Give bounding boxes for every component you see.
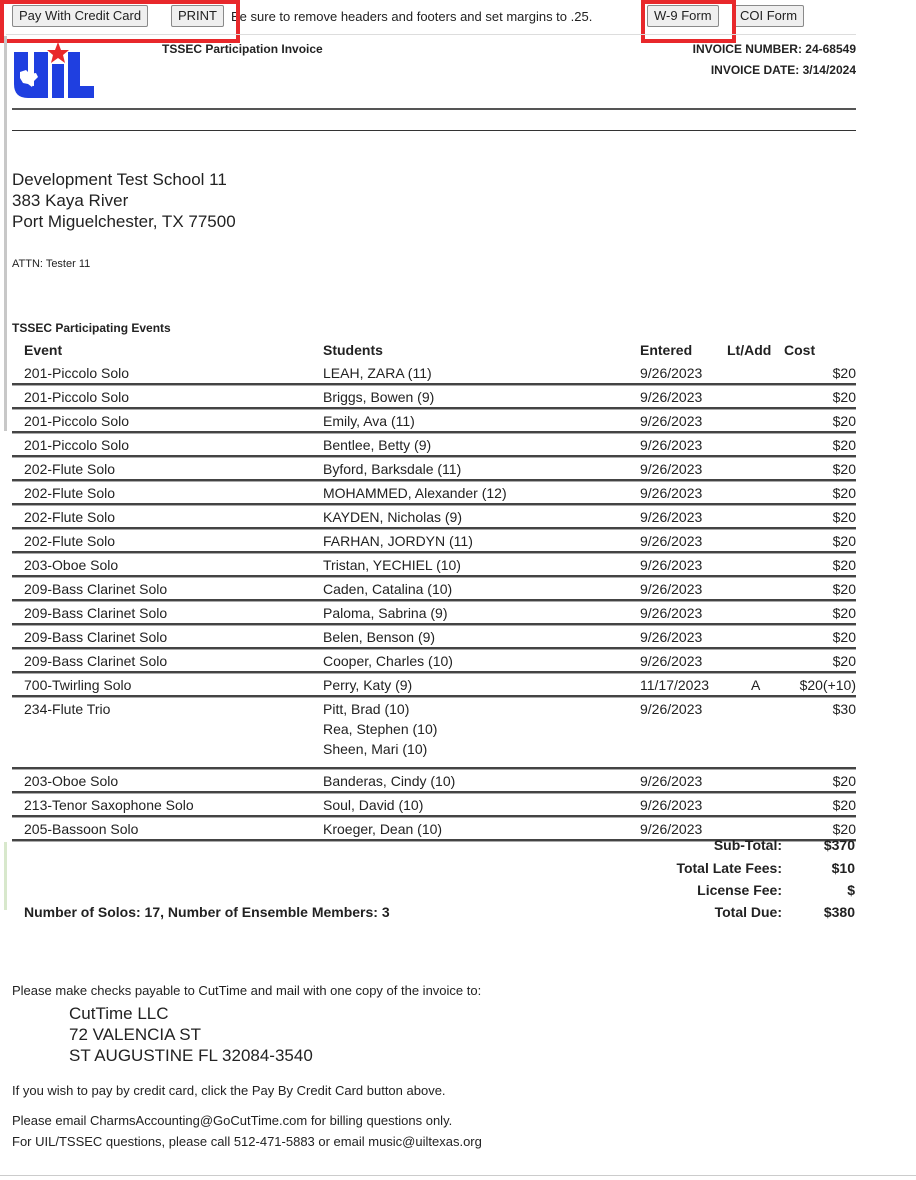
row-divider: [12, 575, 856, 578]
event-cell: 209-Bass Clarinet Solo: [24, 605, 168, 621]
col-entered: Entered: [640, 342, 693, 358]
table-row: [12, 629, 856, 653]
student-cell: Bentlee, Betty (9): [323, 437, 432, 453]
table-row: [12, 533, 856, 557]
print-note-text: Be sure to remove headers and footers and set margins to .25.: [231, 9, 593, 24]
subtotal-value: $370: [823, 837, 855, 853]
billing-note: Please email CharmsAccounting@GoCutTime.com for billing questions only.: [12, 1113, 453, 1128]
school-street: 383 Kaya River: [12, 191, 129, 210]
entered-cell: 9/26/2023: [640, 509, 703, 525]
row-divider: [12, 791, 856, 794]
table-row: [12, 797, 856, 821]
late-fees-value: $10: [831, 860, 855, 876]
late-fees-label: Total Late Fees:: [676, 860, 782, 876]
student-cell: Emily, Ava (11): [323, 413, 415, 429]
student-cell: Pitt, Brad (10): [323, 701, 410, 717]
cost-cell: $20: [832, 581, 856, 597]
row-divider: [12, 527, 856, 530]
row-divider: [12, 455, 856, 458]
invoice-title: TSSEC Participation Invoice: [162, 42, 323, 56]
event-cell: 202-Flute Solo: [24, 509, 116, 525]
row-divider: [12, 431, 856, 434]
table-row: [12, 605, 856, 629]
header-rule-2: [12, 130, 856, 131]
table-row: [12, 677, 856, 701]
cost-cell: $20: [832, 413, 856, 429]
table-row: [12, 509, 856, 533]
table-row: [12, 437, 856, 461]
payee-name: CutTime LLC: [69, 1004, 169, 1023]
entered-cell: 9/26/2023: [640, 557, 703, 573]
student-cell: Perry, Katy (9): [323, 677, 413, 693]
table-row: [12, 365, 856, 389]
license-fee-label: License Fee:: [697, 882, 782, 898]
entered-cell: 9/26/2023: [640, 437, 703, 453]
row-divider: [12, 815, 856, 818]
credit-card-note: If you wish to pay by credit card, click the Pay By Credit Card button above.: [12, 1083, 446, 1098]
events-section-title: TSSEC Participating Events: [12, 321, 171, 335]
school-name: Development Test School 11: [12, 170, 227, 189]
cost-cell: $20: [832, 437, 856, 453]
row-divider: [12, 551, 856, 554]
row-divider: [12, 407, 856, 410]
payee-street: 72 VALENCIA ST: [69, 1025, 201, 1044]
student-cell: Byford, Barksdale (11): [323, 461, 462, 477]
cost-cell: $20: [832, 797, 856, 813]
student-cell: KAYDEN, Nicholas (9): [323, 509, 463, 525]
event-cell: 213-Tenor Saxophone Solo: [24, 797, 194, 813]
bottom-border: [0, 1175, 916, 1176]
row-divider: [12, 671, 856, 674]
event-cell: 205-Bassoon Solo: [24, 821, 139, 837]
event-cell: 202-Flute Solo: [24, 533, 116, 549]
print-note: [231, 9, 644, 24]
cost-cell: $20: [832, 557, 856, 573]
student-cell: Banderas, Cindy (10): [323, 773, 456, 789]
cost-cell: $20: [832, 821, 856, 837]
table-row: [12, 653, 856, 677]
event-cell: 203-Oboe Solo: [24, 557, 119, 573]
col-cost: Cost: [784, 342, 816, 358]
invoice-number: INVOICE NUMBER: 24-68549: [692, 42, 856, 56]
cost-cell: $30: [832, 701, 856, 717]
student-cell: Cooper, Charles (10): [323, 653, 453, 669]
cost-cell: $20: [832, 509, 856, 525]
entered-cell: 9/26/2023: [640, 821, 703, 837]
entry-counts: Number of Solos: 17, Number of Ensemble Members: 3: [24, 904, 390, 920]
table-row: [12, 773, 856, 797]
event-cell: 201-Piccolo Solo: [24, 413, 130, 429]
student-cell: Briggs, Bowen (9): [323, 389, 435, 405]
uil-logo: [12, 42, 97, 100]
event-cell: 209-Bass Clarinet Solo: [24, 629, 168, 645]
event-cell: 234-Flute Trio: [24, 701, 111, 717]
student-cell: Belen, Benson (9): [323, 629, 436, 645]
row-divider: [12, 599, 856, 602]
cost-cell: $20(+10): [799, 677, 856, 693]
payee-address: [69, 1003, 313, 1066]
event-cell: 202-Flute Solo: [24, 485, 116, 501]
entered-cell: 9/26/2023: [640, 581, 703, 597]
cost-cell: $20: [832, 365, 856, 381]
event-cell: 203-Oboe Solo: [24, 773, 119, 789]
coi-form-button[interactable]: COI Form: [733, 5, 804, 27]
invoice-date: INVOICE DATE: 3/14/2024: [710, 63, 856, 77]
student-cell: Kroeger, Dean (10): [323, 821, 443, 837]
events-table-header: [12, 342, 856, 360]
col-event: Event: [24, 342, 63, 358]
student-cell: Tristan, YECHIEL (10): [323, 557, 461, 573]
entered-cell: 9/26/2023: [640, 629, 703, 645]
event-cell: 201-Piccolo Solo: [24, 437, 130, 453]
pay-with-credit-card-button[interactable]: Pay With Credit Card: [12, 5, 148, 27]
entered-cell: 9/26/2023: [640, 773, 703, 789]
attention-line: ATTN: Tester 11: [12, 258, 91, 270]
entered-cell: 9/26/2023: [640, 461, 703, 477]
table-row: [12, 485, 856, 509]
total-due-label: Total Due:: [714, 904, 782, 920]
w9-form-button[interactable]: W-9 Form: [647, 5, 719, 27]
table-row: [12, 557, 856, 581]
cost-cell: $20: [832, 389, 856, 405]
table-row: [12, 581, 856, 605]
row-divider: [12, 383, 856, 386]
entered-cell: 11/17/2023: [640, 677, 710, 693]
table-row: [12, 701, 856, 773]
table-row: [12, 461, 856, 485]
ltadd-cell: A: [751, 677, 761, 693]
uil-logo-icon: [12, 42, 97, 100]
student-cell: Caden, Catalina (10): [323, 581, 453, 597]
row-divider: [12, 623, 856, 626]
row-divider: [12, 647, 856, 650]
row-divider: [12, 695, 856, 698]
student-cell: MOHAMMED, Alexander (12): [323, 485, 507, 501]
uil-contact-note: For UIL/TSSEC questions, please call 512-471-5883 or email music@uiltexas.org: [12, 1134, 482, 1149]
entered-cell: 9/26/2023: [640, 389, 703, 405]
entered-cell: 9/26/2023: [640, 653, 703, 669]
event-cell: 209-Bass Clarinet Solo: [24, 581, 168, 597]
cost-cell: $20: [832, 629, 856, 645]
student-cell: Soul, David (10): [323, 797, 424, 813]
payee-city: ST AUGUSTINE FL 32084-3540: [69, 1046, 313, 1065]
col-ltadd: Lt/Add: [727, 342, 772, 358]
entered-cell: 9/26/2023: [640, 797, 703, 813]
cost-cell: $20: [832, 485, 856, 501]
total-due-value: $380: [823, 904, 855, 920]
event-cell: 202-Flute Solo: [24, 461, 116, 477]
table-row: [12, 413, 856, 437]
row-divider: [12, 767, 856, 770]
subtotal-label: Sub-Total:: [713, 837, 782, 853]
print-button[interactable]: PRINT: [171, 5, 224, 27]
cost-cell: $20: [832, 605, 856, 621]
school-city: Port Miguelchester, TX 77500: [12, 212, 236, 231]
table-row: [12, 389, 856, 413]
page-left-border-lower: [4, 842, 7, 910]
student-cell: Paloma, Sabrina (9): [323, 605, 448, 621]
cost-cell: $20: [832, 533, 856, 549]
student-cell: Sheen, Mari (10): [323, 741, 428, 757]
student-cell: Rea, Stephen (10): [323, 721, 438, 737]
entered-cell: 9/26/2023: [640, 485, 703, 501]
row-divider: [12, 479, 856, 482]
col-students: Students: [323, 342, 383, 358]
page-left-border: [4, 36, 7, 431]
row-divider: [12, 503, 856, 506]
event-cell: 700-Twirling Solo: [24, 677, 132, 693]
student-cell: FARHAN, JORDYN (11): [323, 533, 473, 549]
checks-note: Please make checks payable to CutTime and mail with one copy of the invoice to:: [12, 983, 482, 998]
cost-cell: $20: [832, 653, 856, 669]
school-address: [12, 169, 236, 232]
cost-cell: $20: [832, 773, 856, 789]
event-cell: 201-Piccolo Solo: [24, 389, 130, 405]
header-rule-1: [12, 108, 856, 110]
entered-cell: 9/26/2023: [640, 533, 703, 549]
cost-cell: $20: [832, 461, 856, 477]
toolbar-divider: [6, 34, 856, 35]
license-fee-value: $: [847, 882, 855, 898]
entered-cell: 9/26/2023: [640, 605, 703, 621]
event-cell: 209-Bass Clarinet Solo: [24, 653, 168, 669]
event-cell: 201-Piccolo Solo: [24, 365, 130, 381]
student-cell: LEAH, ZARA (11): [323, 365, 432, 381]
entered-cell: 9/26/2023: [640, 365, 703, 381]
entered-cell: 9/26/2023: [640, 701, 703, 717]
entered-cell: 9/26/2023: [640, 413, 703, 429]
